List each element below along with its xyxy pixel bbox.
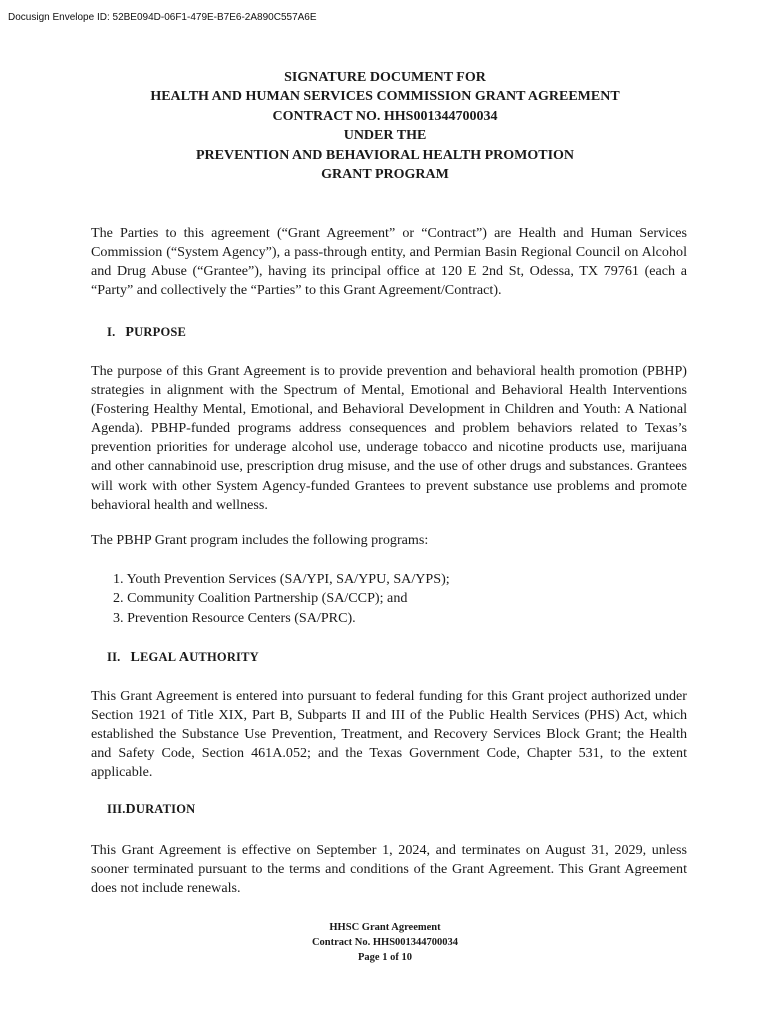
heading-initial: A xyxy=(178,650,190,665)
list-item: 1. Youth Prevention Services (SA/YPI, SA/YPU, SA/YPS); xyxy=(113,571,450,587)
footer-contract-number: Contract No. HHS001344700034 xyxy=(311,937,459,948)
section-number: I. xyxy=(107,325,116,339)
footer-page-number: Page 1 of 10 xyxy=(358,952,412,963)
title-line: CONTRACT NO. HHS001344700034 xyxy=(272,108,498,124)
heading-initial: L xyxy=(130,650,141,665)
list-item: 3. Prevention Resource Centers (SA/PRC). xyxy=(113,609,356,626)
heading-rest: URPOSE xyxy=(134,325,187,339)
heading-initial: D xyxy=(125,802,136,817)
list-item: 2. Community Coalition Partnership (SA/CCP); and xyxy=(113,590,408,607)
section-heading-duration xyxy=(107,802,195,818)
section-number: II. xyxy=(107,650,121,664)
title-line: PREVENTION AND BEHAVIORAL HEALTH PROMOTION xyxy=(195,147,575,163)
programs-list xyxy=(113,570,450,628)
programs-intro: The PBHP Grant program includes the following programs: xyxy=(91,532,429,548)
section-heading-legal-authority xyxy=(107,650,259,666)
section-number: III. xyxy=(107,802,126,816)
heading-initial: P xyxy=(125,325,135,340)
heading-rest: URATION xyxy=(135,802,196,816)
title-line: UNDER THE xyxy=(343,128,427,144)
footer-title: HHSC Grant Agreement xyxy=(329,922,441,933)
purpose-paragraph: The purpose of this Grant Agreement is to provide prevention and behavioral health promotion (PBHP) strategies in alignment with the Spectrum of Mental, Emotional and Behavioral Health Interventions (Fostering Healthy Mental, Emotional, and Behavioral Development in Children and Youth: A National Agenda). PBHP-funded programs address consequences and problem behaviors related to Texas’s prevention priorities for underage alcohol use, underage tobacco and nicotine products use, marijuana and other cannabinoid use, prescription drug misuse, and the use of other drugs and substances. Grantees will work with other System Agency-funded Grantees to prevent substance use problems and promote behavioral health and wellness. xyxy=(91,363,687,513)
title-line: HEALTH AND HUMAN SERVICES COMMISSION GRANT AGREEMENT xyxy=(150,89,620,105)
intro-paragraph: The Parties to this agreement (“Grant Agreement” or “Contract”) are Health and Human Services Commission (“System Agency”), a pass-through entity, and Permian Basin Regional Council on Alcohol and Drug Abuse (“Grantee”), having its principal office at 120 E 2nd St, Odessa, TX 79761 (each a “Party” and collectively the “Parties” to this Grant Agreement/Contract). xyxy=(91,225,687,299)
title-line: GRANT PROGRAM xyxy=(321,167,449,183)
duration-paragraph: This Grant Agreement is effective on September 1, 2024, and terminates on August 31, 2029, unless sooner terminated pursuant to the terms and conditions of the Grant Agreement. This Grant Agreement does not include renewals. xyxy=(91,842,687,897)
legal-authority-paragraph: This Grant Agreement is entered into pursuant to federal funding for this Grant project authorized under Section 1921 of Title XIX, Part B, Subparts II and III of the Public Health Services (PHS) Act, which established the Substance Use Prevention, Treatment, and Recovery Services Block Grant; the Health and Safety Code, Section 461A.052; and the Texas Government Code, Chapter 531, to the extent applicable. xyxy=(91,688,687,781)
title-line: SIGNATURE DOCUMENT FOR xyxy=(284,70,486,85)
heading-rest: EGAL xyxy=(140,650,179,664)
section-heading-purpose xyxy=(107,325,186,341)
envelope-id: Docusign Envelope ID: 52BE094D-06F1-479E-B7E6-2A890C557A6E xyxy=(8,12,317,23)
document-title xyxy=(0,68,770,184)
heading-rest: UTHORITY xyxy=(189,650,259,664)
page-footer xyxy=(0,920,770,965)
